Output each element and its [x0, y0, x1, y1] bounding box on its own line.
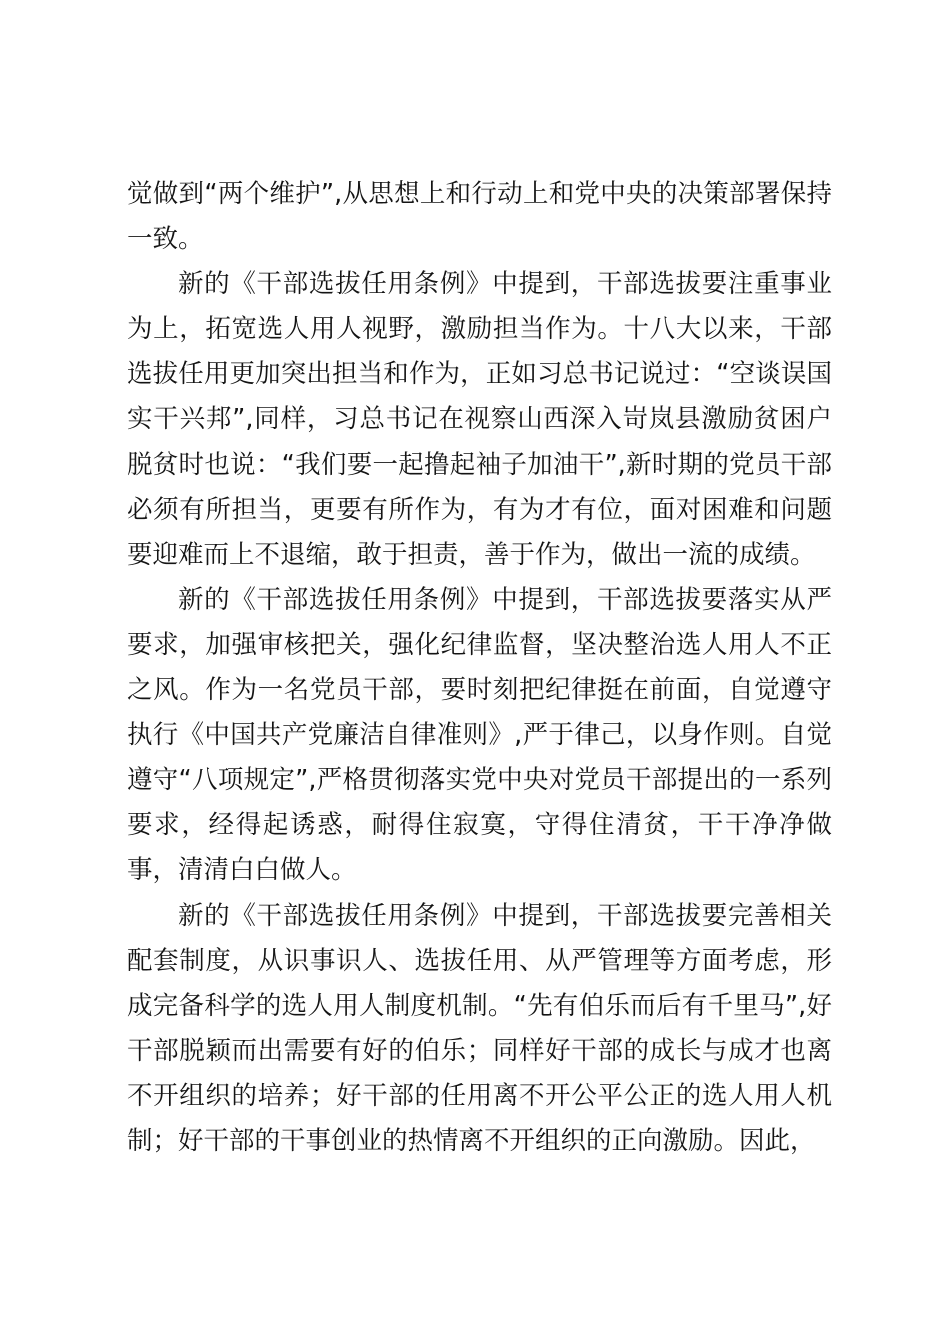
- paragraph: 新的《干部选拔任用条例》中提到，干部选拔要落实从严要求，加强审核把关，强化纪律监督，坚决整治选人用人不正之风。作为一名党员干部，要时刻把纪律挺在前面，自觉遵守执行《中国共产党廉洁自律准则》,严于律己，以身作则。自觉遵守“八项规定”,严格贯彻落实党中央对党员干部提出的一系列要求，经得起诱惑，耐得住寂寞，守得住清贫，干干净净做事，清清白白做人。: [127, 584, 832, 886]
- document-body: [127, 172, 832, 1164]
- paragraph: 新的《干部选拔任用条例》中提到，干部选拔要完善相关配套制度，从识事识人、选拔任用、从严管理等方面考虑，形成完备科学的选人用人制度机制。“先有伯乐而后有千里马”,好干部脱颖而出需要有好的伯乐；同样好干部的成长与成才也离不开组织的培养；好干部的任用离不开公平公正的选人用人机制；好干部的干事创业的热情离不开组织的正向激励。因此，: [127, 900, 832, 1156]
- paragraph: 新的《干部选拔任用条例》中提到，干部选拔要注重事业为上，拓宽选人用人视野，激励担当作为。十八大以来，干部选拔任用更加突出担当和作为，正如习总书记说过：“空谈误国实干兴邦”,同样，习总书记在视察山西深入岢岚县激励贫困户脱贫时也说：“我们要一起撸起袖子加油干”,新时期的党员干部必须有所担当，更要有所作为，有为才有位，面对困难和问题要迎难而上不退缩，敢于担责，善于作为，做出一流的成绩。: [127, 269, 832, 570]
- paragraph-continuation: 觉做到“两个维护”,从思想上和行动上和党中央的决策部署保持一致。: [127, 179, 832, 255]
